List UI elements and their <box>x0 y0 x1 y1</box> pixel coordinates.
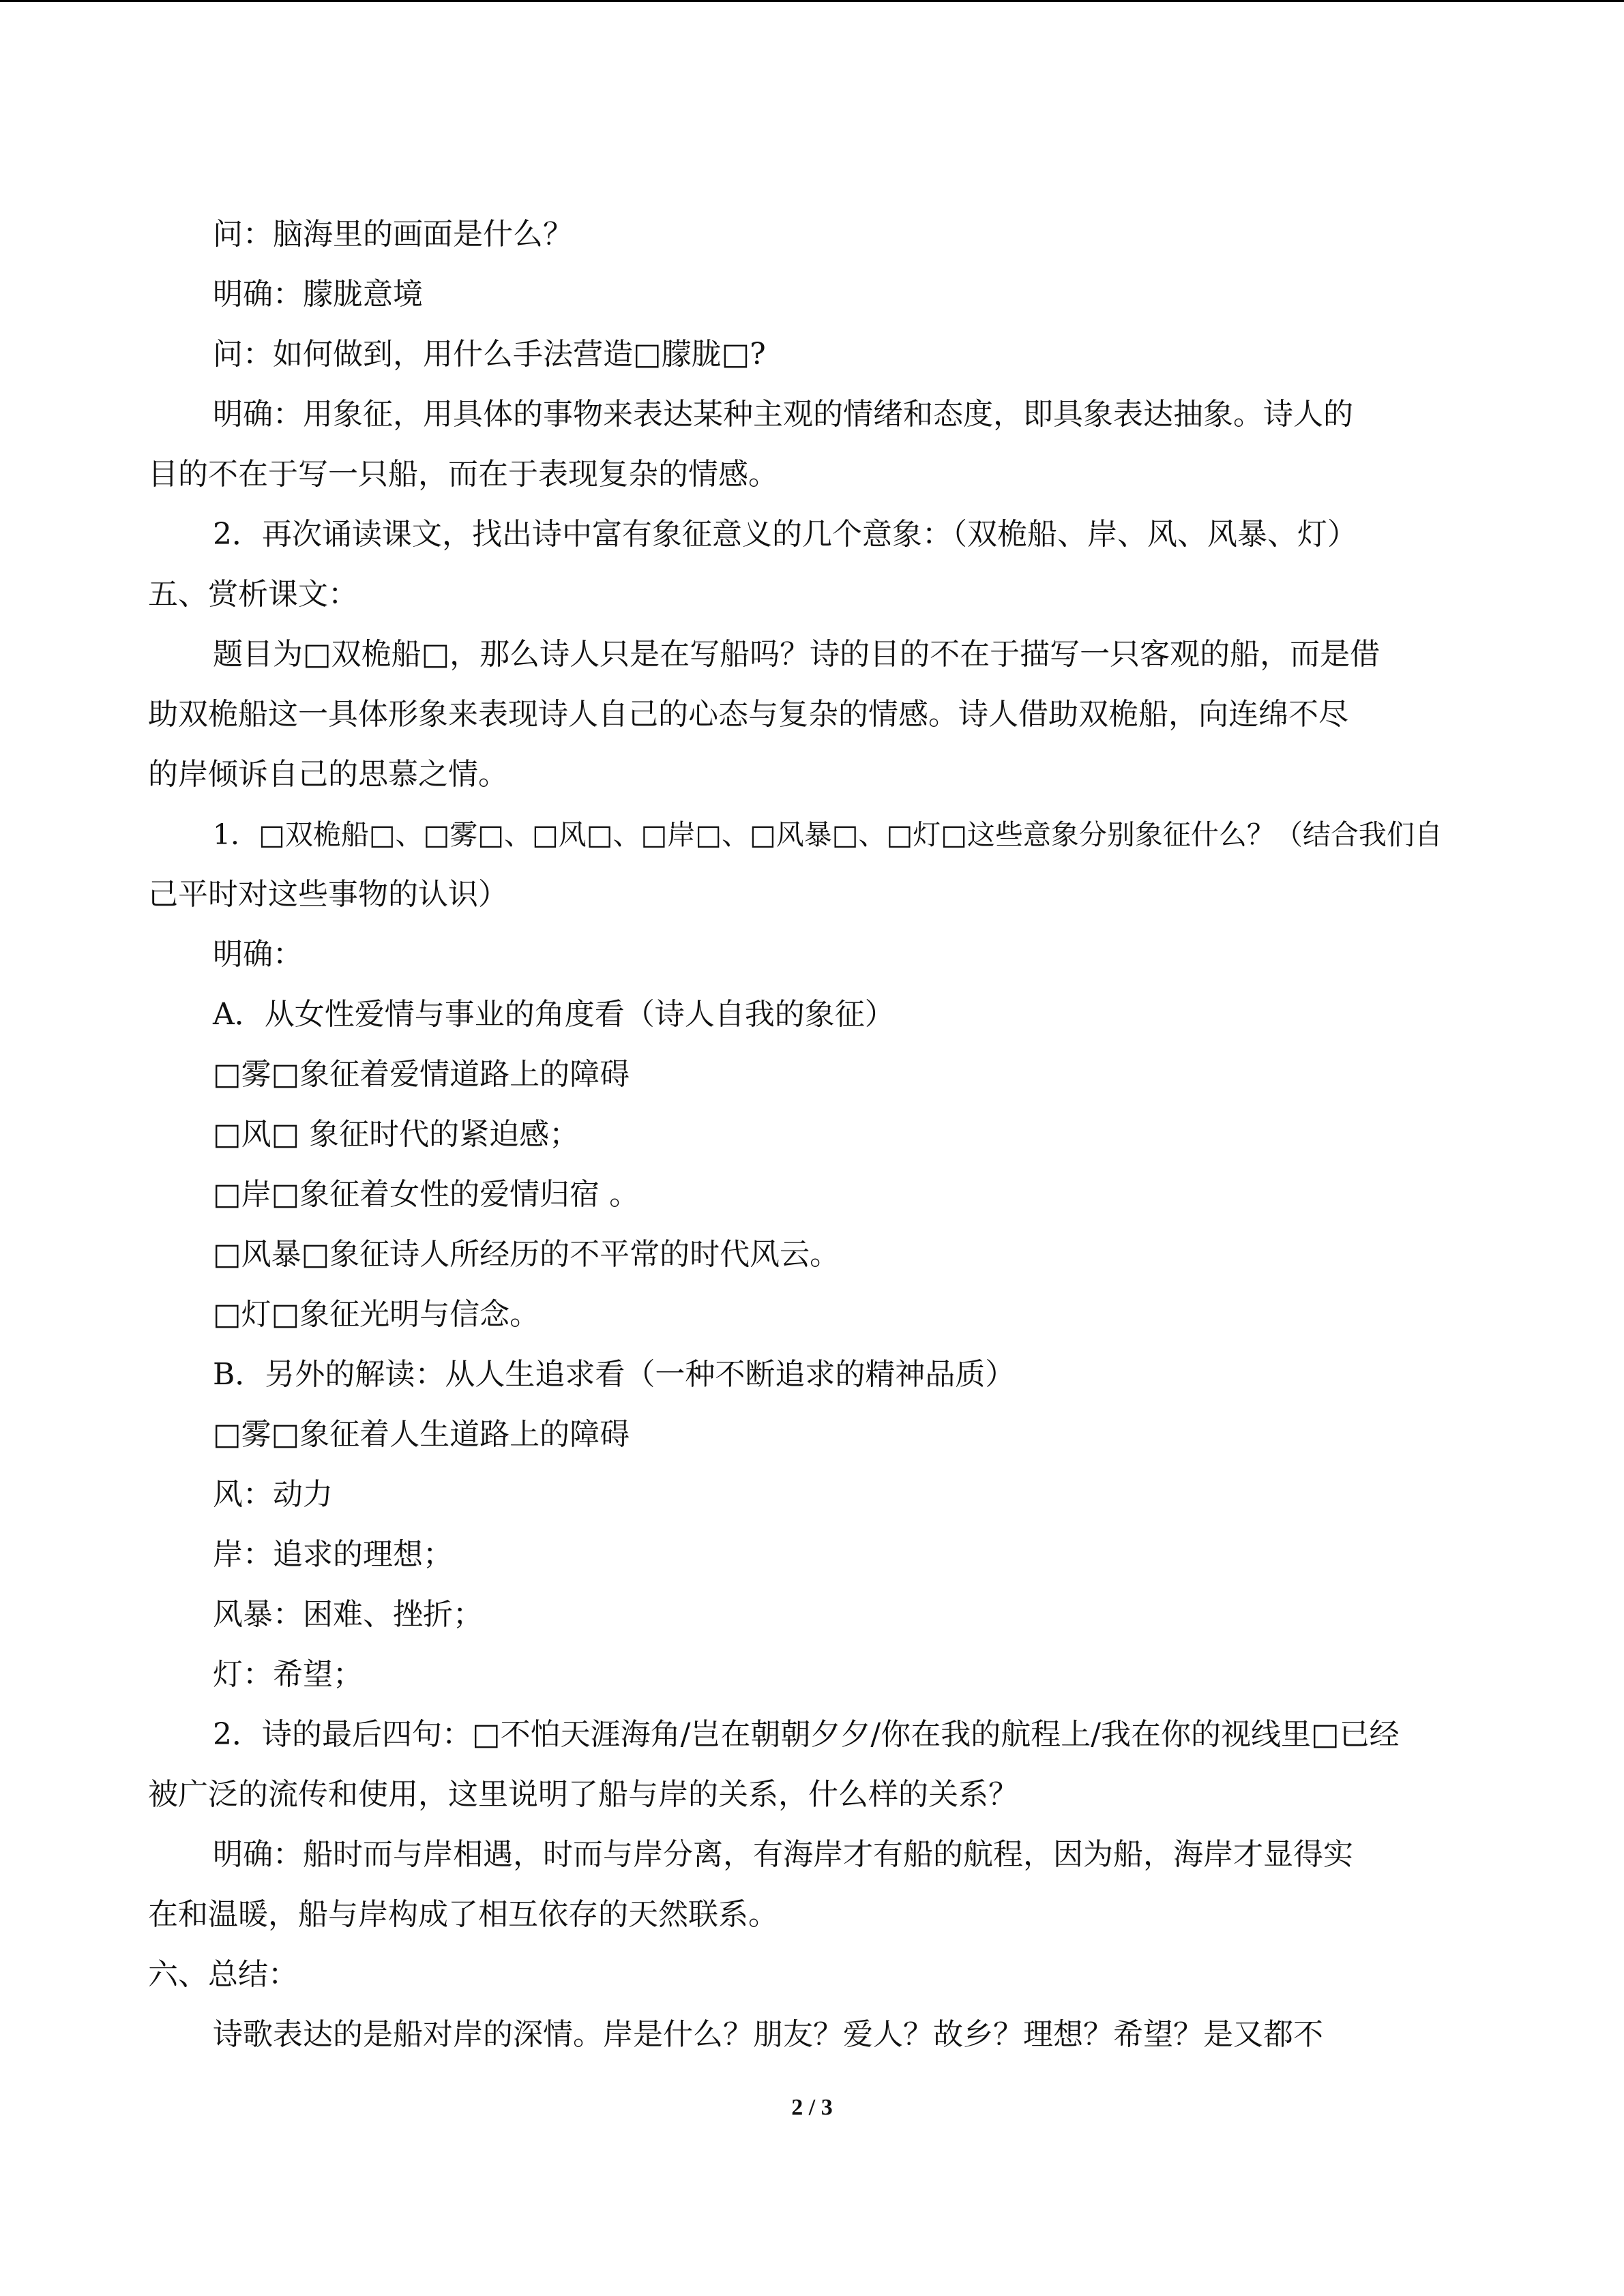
paragraph-continuation: 在和温暖，船与岸构成了相互依存的天然联系。 <box>148 1897 778 1932</box>
numbered-item: 1．□双桅船□、□雾□、□风□、□岸□、□风暴□、□灯□这些意象分别象征什么？（结合我们自 <box>213 818 1443 851</box>
paragraph-continuation: 助双桅船这一具体形象来表现诗人自己的心态与复杂的情感。诗人借助双桅船，向连绵不尽 <box>148 697 1348 732</box>
paragraph-continuation: 己平时对这些事物的认识） <box>148 877 508 912</box>
sub-heading: B．另外的解读：从人生追求看（一种不断追求的精神品质） <box>213 1357 1016 1392</box>
top-border-line <box>0 0 1624 2</box>
paragraph-line: 题目为□双桅船□，那么诗人只是在写船吗？诗的目的不在于描写一只客观的船，而是借 <box>213 637 1381 672</box>
paragraph-continuation: 被广泛的流传和使用，这里说明了船与岸的关系，什么样的关系？ <box>148 1777 1018 1812</box>
answer-line: 明确：朦胧意境 <box>213 277 423 312</box>
paragraph-continuation: 的岸倾诉自己的思慕之情。 <box>148 757 508 792</box>
answer-line: 明确：船时而与岸相遇，时而与岸分离，有海岸才有船的航程，因为船，海岸才显得实 <box>213 1837 1353 1872</box>
numbered-item: 2．诗的最后四句：□不怕天涯海角/岂在朝朝夕夕/你在我的航程上/我在你的视线里□已经 <box>213 1717 1400 1752</box>
page-number: 2 / 3 <box>791 2095 833 2120</box>
answer-line: 明确：用象征，用具体的事物来表达某种主观的情绪和态度，即具象表达抽象。诗人的 <box>213 397 1353 432</box>
sub-heading: A．从女性爱情与事业的角度看（诗人自我的象征） <box>213 997 895 1032</box>
list-item: 风暴：困难、挫折； <box>213 1597 483 1632</box>
answer-label: 明确： <box>213 937 303 972</box>
document-page <box>148 205 1464 2065</box>
paragraph-line: 诗歌表达的是船对岸的深情。岸是什么？朋友？爱人？故乡？理想？希望？是又都不 <box>213 2017 1323 2052</box>
list-item: 风：动力 <box>213 1477 333 1512</box>
list-item: □岸□象征着女性的爱情归宿 。 <box>213 1177 640 1212</box>
list-item: 灯：希望； <box>213 1657 363 1692</box>
numbered-item: 2．再次诵读课文，找出诗中富有象征意义的几个意象：（双桅船、岸、风、风暴、灯） <box>213 517 1357 552</box>
list-item: 岸：追求的理想； <box>213 1537 453 1572</box>
section-heading: 六、总结： <box>148 1957 298 1992</box>
section-heading: 五、赏析课文： <box>148 577 358 612</box>
list-item: □雾□象征着人生道路上的障碍 <box>213 1417 630 1452</box>
list-item: □风□ 象征时代的紧迫感； <box>213 1117 580 1152</box>
list-item: □风暴□象征诗人所经历的不平常的时代风云。 <box>213 1237 840 1272</box>
list-item: □雾□象征着爱情道路上的障碍 <box>213 1057 630 1092</box>
question-line: 问：如何做到，用什么手法营造□朦胧□? <box>213 337 766 372</box>
paragraph-continuation: 目的不在于写一只船，而在于表现复杂的情感。 <box>148 457 778 492</box>
question-line: 问：脑海里的画面是什么？ <box>213 217 573 252</box>
list-item: □灯□象征光明与信念。 <box>213 1297 540 1332</box>
